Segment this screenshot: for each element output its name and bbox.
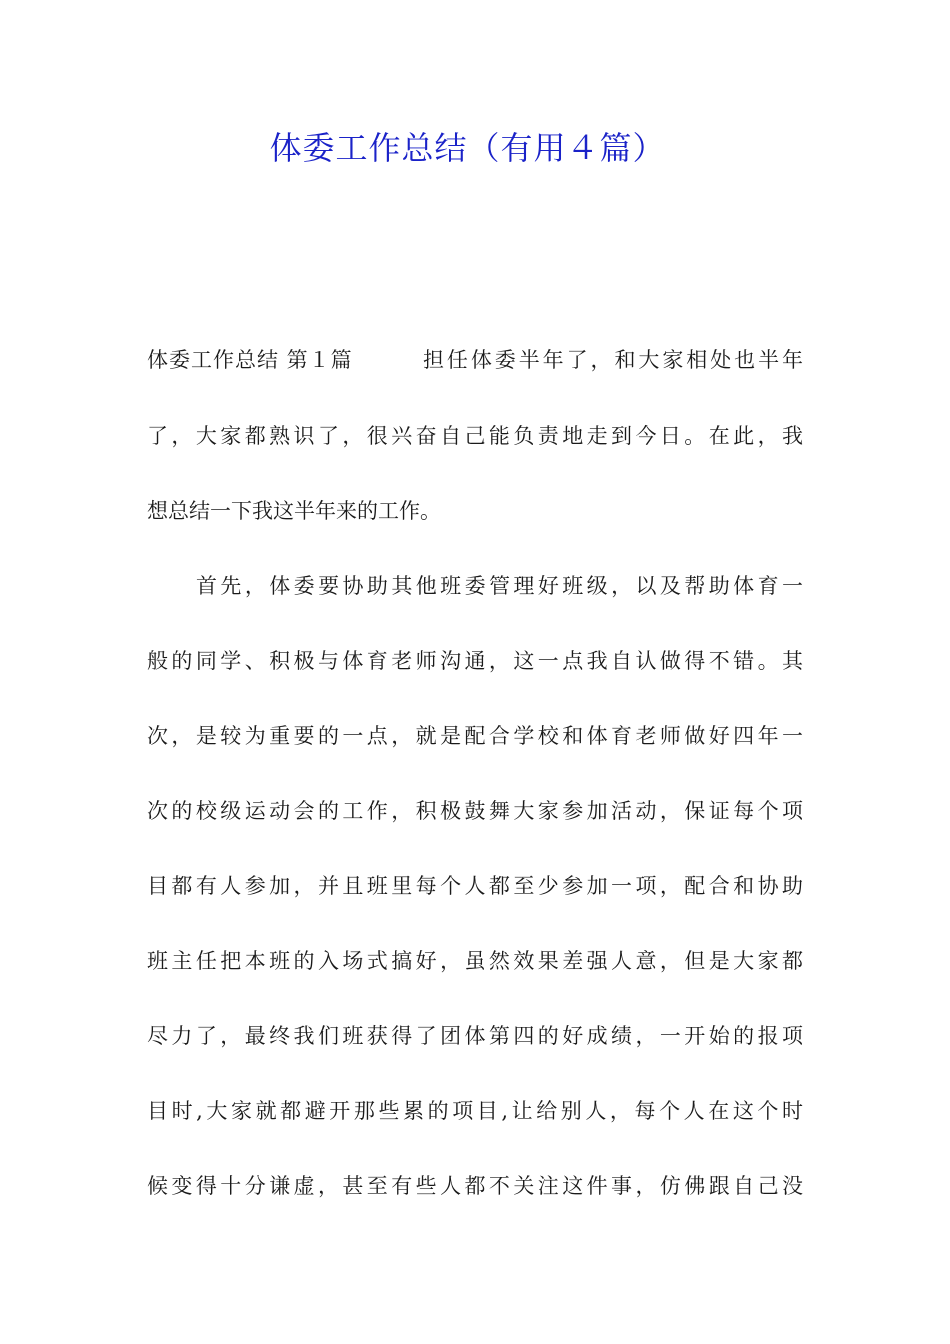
- paragraph-line: 首先，体委要协助其他班委管理好班级，以及帮助体育一: [196, 574, 803, 598]
- paragraph-line: 次的校级运动会的工作，积极鼓舞大家参加活动，保证每个项: [147, 799, 803, 823]
- document-title: 体委工作总结（有用４篇）: [269, 129, 666, 167]
- paragraph-line: 次，是较为重要的一点，就是配合学校和体育老师做好四年一: [147, 724, 803, 748]
- paragraph-line: 目都有人参加，并且班里每个人都至少参加一项，配合和协助: [147, 874, 803, 898]
- paragraph-line: 想总结一下我这半年来的工作。: [147, 499, 441, 523]
- paragraph-line: 尽力了，最终我们班获得了团体第四的好成绩，一开始的报项: [147, 1024, 803, 1048]
- paragraph-text: 担任体委半年了，和大家相处也半年: [423, 348, 803, 372]
- paragraph-line: 候变得十分谦虚，甚至有些人都不关注这件事，仿佛跟自己没: [147, 1174, 803, 1198]
- paragraph-line: 班主任把本班的入场式搞好，虽然效果差强人意，但是大家都: [147, 949, 803, 973]
- paragraph-line: [147, 342, 803, 378]
- paragraph-line: 目时,大家就都避开那些累的项目,让给别人，每个人在这个时: [147, 1099, 803, 1123]
- section-heading: 体委工作总结 第１篇: [147, 348, 353, 372]
- paragraph-line: 般的同学、积极与体育老师沟通，这一点我自认做得不错。其: [147, 649, 803, 673]
- paragraph-line: 了，大家都熟识了，很兴奋自己能负责地走到今日。在此，我: [147, 424, 803, 448]
